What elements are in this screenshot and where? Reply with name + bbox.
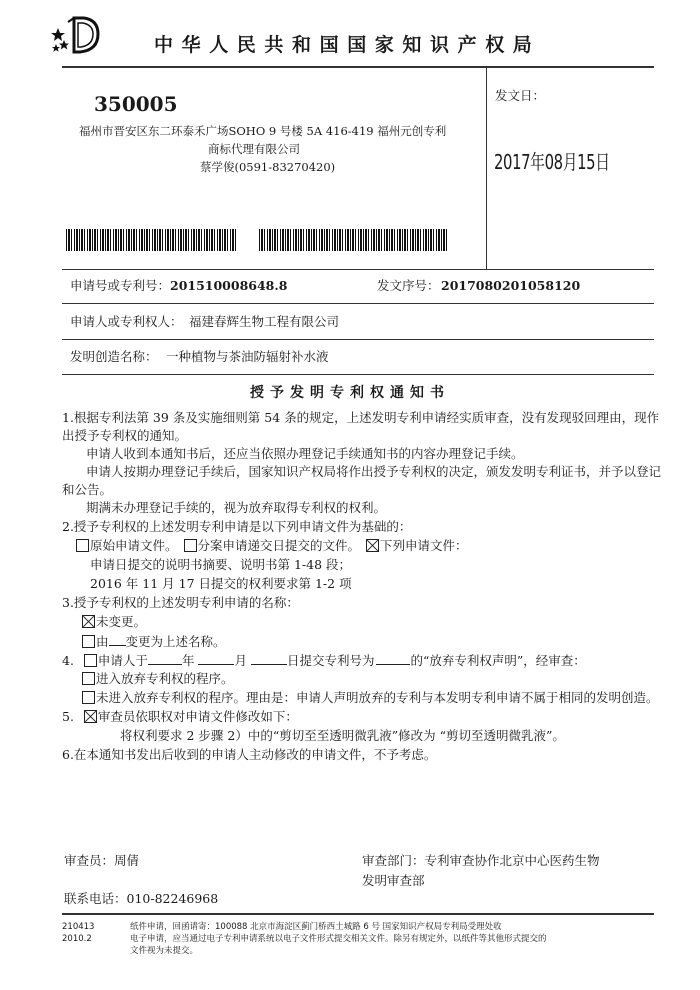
info-divider-2 [62, 303, 654, 304]
blank-month [198, 652, 234, 665]
option-following-files: 下列申请文件： [380, 538, 468, 553]
contact-phone: 联系电话：010-82246968 [64, 891, 219, 906]
blank-year [148, 652, 182, 665]
barcode-right [259, 229, 447, 251]
file-list-item-2: 2016 年 11 月 17 日提交的权利要求第 1-2 项 [90, 576, 352, 591]
dispatch-date-label: 发文日： [495, 88, 546, 103]
form-code: 210413 [62, 922, 95, 932]
option-name-unchanged: 未变更。 [96, 614, 147, 629]
paragraph-1-sub-2-line-1: 申请人按期办理登记手续后，国家知识产权局将作出授予专利权的决定，颁发发明专利证书，并予以登记 [86, 464, 662, 479]
option-waiver-enter: 进入放弃专利权的程序。 [96, 671, 234, 686]
paragraph-1-line-2: 出授予专利权的通知。 [62, 428, 188, 443]
blank-old-name [109, 633, 126, 646]
checkbox-name-changed[interactable] [82, 635, 95, 648]
serial-value: 2017080201058120 [441, 278, 581, 293]
paragraph-6-line: 6.在本通知书发出后收到的申请人主动修改的申请文件，不予考虑。 [62, 747, 437, 762]
paragraph-2-options [76, 538, 468, 554]
address-divider [486, 66, 487, 269]
option-divisional-files: 分案申请递交日提交的文件。 [197, 538, 361, 553]
paragraph-1-sub-3: 期满未办理登记手续的，视为放弃取得专利权的权利。 [86, 500, 387, 515]
amendment-detail: 将权利要求 2 步骤 2）中的“剪切至至透明微乳液”修改为 “剪切至透明微乳液”。 [120, 728, 565, 743]
invention-value: 一种植物与茶油防辐射补水液 [166, 349, 329, 364]
file-list-item-1: 申请日提交的说明书摘要、说明书第 1-48 段； [90, 557, 352, 572]
info-divider-1 [62, 269, 654, 270]
e-filing-instruction-2: 文件视为未提交。 [130, 946, 199, 956]
examiner-name: 审查员：周倩 [64, 853, 140, 868]
blank-patent-no [376, 652, 410, 665]
paragraph-2-line: 2.授予专利权的上述发明专利申请是以下列申请文件为基础的： [62, 519, 412, 534]
notice-title: 授予发明专利权通知书 [250, 385, 450, 401]
option-waiver-not-enter: 未进入放弃专利权的程序。理由是：申请人声明放弃的专利与本发明专利申请不属于相同的发明创造。 [96, 690, 659, 705]
checkbox-name-unchanged[interactable] [82, 615, 95, 628]
applicant-label: 申请人或专利权人： [70, 314, 183, 329]
waiver-not-enter-option [82, 690, 659, 706]
serial-label: 发文序号： [377, 278, 440, 293]
examination-dept-line-2: 发明审查部 [362, 873, 425, 888]
examiner-amendment-text: 审查员依职权对申请文件修改如下： [97, 709, 298, 724]
paragraph-4-number: 4. [62, 653, 74, 668]
paragraph-3-line: 3.授予专利权的上述发明专利申请的名称： [62, 595, 299, 610]
option-original-files: 原始申请文件。 [90, 538, 178, 553]
info-divider-3 [62, 339, 654, 340]
option-name-changed-suffix: 变更为上述名称。 [125, 634, 226, 649]
mailing-instruction: 纸件申请，回函请寄：100088 北京市海淀区蓟门桥西土城路 6 号 国家知识产权局专利局受理处收 [130, 922, 502, 932]
waiver-text-5: 的“放弃专利权声明”，经审查： [410, 653, 586, 668]
office-logo [50, 14, 102, 58]
applicant-value: 福建春辉生物工程有限公司 [189, 314, 340, 329]
name-unchanged-option [82, 614, 146, 630]
dispatch-date: 2017年08月15日 [494, 150, 610, 174]
app-no-label: 申请号或专利号： [70, 278, 171, 293]
postcode: 350005 [94, 92, 178, 116]
barcode-left [66, 229, 237, 251]
paragraph-5-line [62, 709, 298, 725]
examination-dept-line-1: 审查部门：专利审查协作北京中心医药生物 [362, 853, 600, 868]
waiver-text-3: 月 [234, 653, 247, 668]
office-logo-icon [50, 14, 102, 58]
option-name-changed-prefix: 由 [96, 634, 109, 649]
address-line-2: 商标代理有限公司 [208, 142, 300, 156]
checkbox-divisional-files[interactable] [184, 539, 197, 552]
footer-divider [62, 913, 654, 915]
checkbox-following-files[interactable] [366, 539, 379, 552]
checkbox-original-files[interactable] [76, 539, 89, 552]
contact-person: 蔡学俊(0591-83270420) [200, 160, 336, 174]
checkbox-waiver-enter[interactable] [82, 672, 95, 685]
invention-label: 发明创造名称： [70, 349, 158, 364]
office-name: 中华人民共和国国家知识产权局 [154, 34, 541, 56]
paragraph-1-line-1: 1.根据专利法第 39 条及实施细则第 54 条的规定，上述发明专利申请经实质审查，没有发现驳回理由，现作 [62, 410, 660, 425]
waiver-enter-option [82, 671, 234, 687]
paragraph-1-sub-1: 申请人收到本通知书后，还应当依照办理登记手续通知书的内容办理登记手续。 [86, 446, 524, 461]
address-line-1: 福州市晋安区东二环泰禾广场SOHO 9 号楼 5A 416-419 福州元创专利 [79, 124, 447, 138]
info-divider-4 [62, 374, 654, 375]
paragraph-5-number: 5. [62, 709, 74, 724]
paragraph-4-line [62, 652, 586, 669]
waiver-text-2: 年 [181, 653, 195, 668]
app-no-value: 201510008648.8 [170, 278, 288, 293]
e-filing-instruction-1: 电子申请，应当通过电子专利申请系统以电子文件形式提交相关文件。除另有规定外，以纸件等其他形式提交的 [130, 934, 547, 944]
waiver-text-1: 申请人于 [97, 653, 148, 668]
form-version: 2010.2 [62, 934, 92, 944]
header-divider [62, 66, 654, 68]
checkbox-examiner-amendment[interactable] [84, 710, 97, 723]
checkbox-waiver[interactable] [84, 654, 97, 667]
blank-day [251, 652, 287, 665]
name-changed-option [82, 633, 226, 650]
paragraph-1-sub-2-line-2: 和公告。 [62, 482, 113, 497]
checkbox-waiver-not-enter[interactable] [82, 691, 95, 704]
waiver-text-4: 日提交专利号为 [286, 653, 375, 668]
